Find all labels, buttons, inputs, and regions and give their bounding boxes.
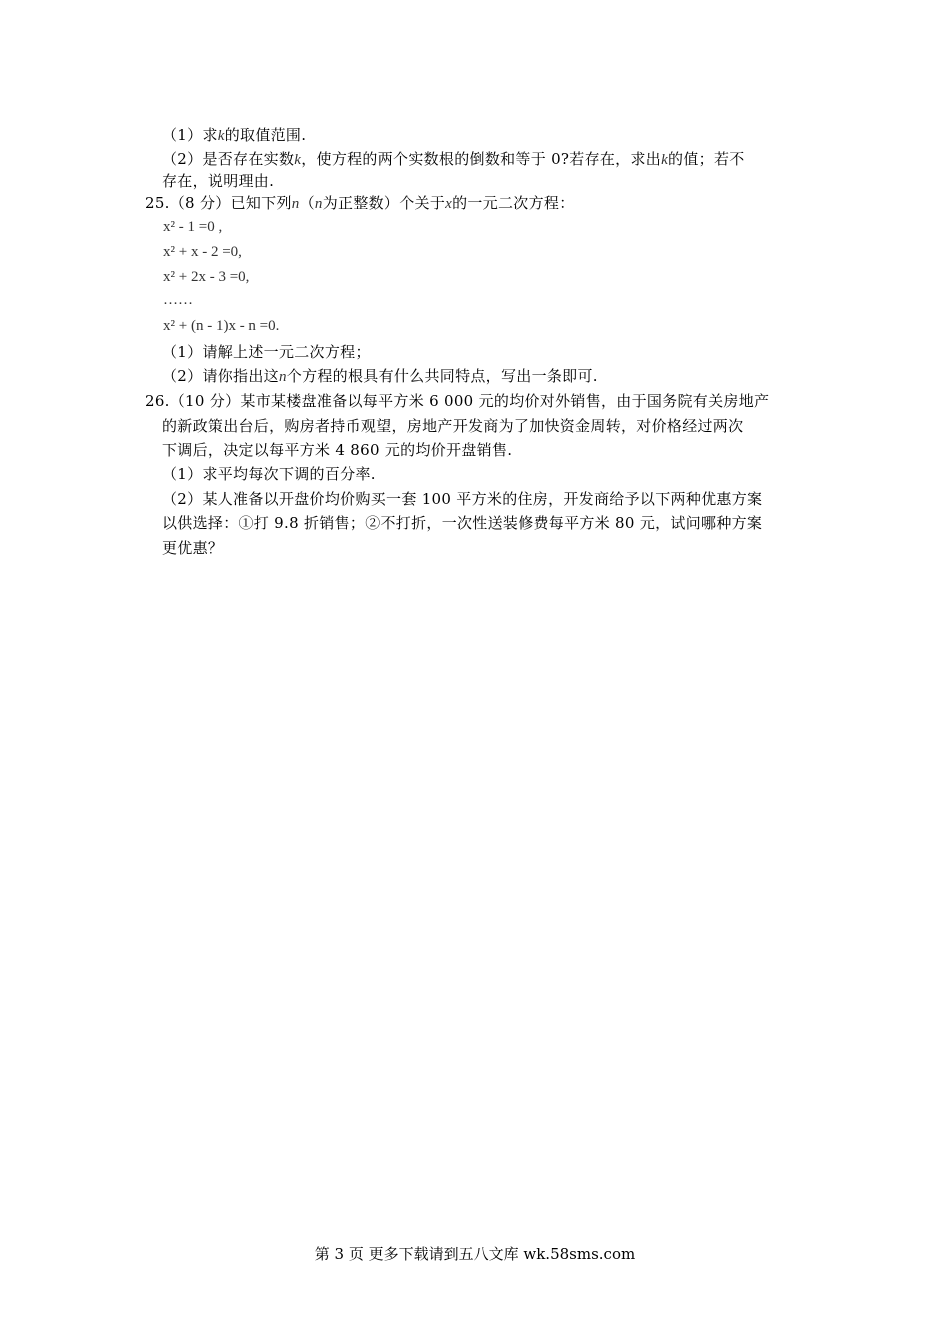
q24-part2-text-a: （2）是否存在实数 [162,150,295,168]
page-footer: 第 3 页 更多下载请到五八文库 wk.58sms.com [314,1245,636,1263]
var-k: k [661,152,669,168]
var-x: x [445,196,453,212]
q24-part1 [162,124,306,147]
q26-part2-line3: 更优惠？ [162,539,224,557]
q25-heading-text-a: 25.（8 分）已知下列 [145,194,292,212]
q26-part2-line1: （2）某人准备以开盘价均价购买一套 100 平方米的住房，开发商给予以下两种优惠方案 [162,490,763,508]
var-k: k [217,128,225,144]
q26-part1: （1）求平均每次下调的百分率. [162,465,376,483]
var-n: n [291,196,300,212]
q25-heading [145,192,575,215]
q25-part2 [162,365,598,388]
q25-heading-text-c: 为正整数）个关于 [322,194,446,212]
q25-part2-text-a: （2）请你指出这 [162,367,279,385]
q26-line3: 下调后，决定以每平方米 4 860 元的均价开盘销售. [162,441,513,459]
q25-part2-text-b: 个方程的根具有什么共同特点，写出一条即可. [286,367,598,385]
q24-part1-text: （1）求 [162,126,218,144]
q26-line1: 26.（10 分）某市某楼盘准备以每平方米 6 000 元的均价对外销售，由于国务院有关房地产 [145,392,770,410]
var-k: k [294,152,302,168]
q24-part2-text-c: 的值；若不 [668,150,745,168]
equation-2: x² + x - 2 =0, [163,244,242,260]
q25-heading-text-b: （ [299,194,315,212]
equation-ellipsis: …… [163,292,193,308]
q26-part2-line2: 以供选择：①打 9.8 折销售；②不打折，一次性送装修费每平方米 80 元，试问哪种方案 [162,514,763,532]
q24-part2 [162,148,745,171]
q25-part1: （1）请解上述一元二次方程； [162,343,371,361]
q24-part2-continuation: 存在，说明理由. [162,172,275,190]
equation-general: x² + (n - 1)x - n =0. [163,318,280,334]
var-n: n [278,369,287,385]
equation-1: x² - 1 =0 , [163,219,223,235]
equation-3: x² + 2x - 3 =0, [163,269,250,285]
q25-heading-text-d: 的一元二次方程： [452,194,575,212]
q24-part1-end: 的取值范围. [224,126,307,144]
var-n: n [314,196,323,212]
q24-part2-text-b: ，使方程的两个实数根的倒数和等于 0?若存在，求出 [301,150,662,168]
q26-line2: 的新政策出台后，购房者持币观望，房地产开发商为了加快资金周转，对价格经过两次 [162,417,744,435]
